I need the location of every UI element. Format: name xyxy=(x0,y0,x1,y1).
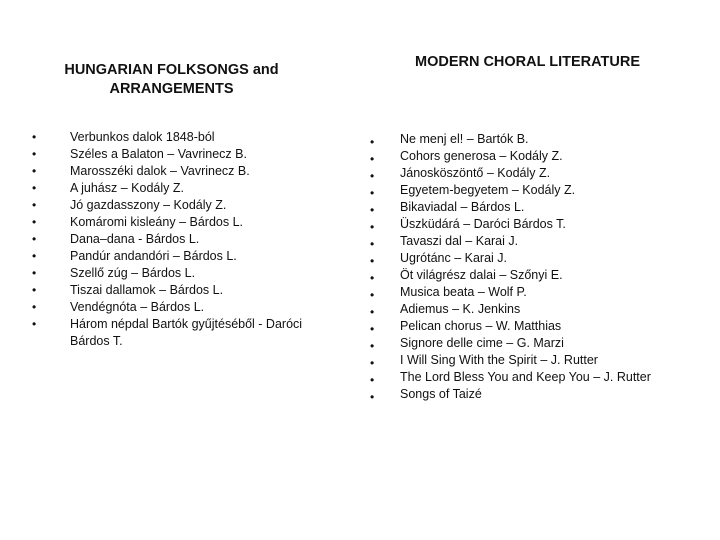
list-item xyxy=(30,129,310,146)
bullet-icon: • xyxy=(370,305,375,319)
bullet-icon: • xyxy=(32,317,37,331)
list-item-text: Musica beata – Wolf P. xyxy=(400,285,527,299)
left-list xyxy=(30,129,310,350)
bullet-icon: • xyxy=(32,300,37,314)
list-item-text: Szellő zúg – Bárdos L. xyxy=(70,266,196,280)
bullet-icon: • xyxy=(370,271,375,285)
list-item xyxy=(360,335,680,352)
list-item-text: Öt világrész dalai – Szőnyi E. xyxy=(400,268,563,282)
list-item xyxy=(360,165,680,182)
list-item-text: Tavaszi dal – Karai J. xyxy=(400,234,519,248)
list-item xyxy=(360,386,680,403)
bullet-icon: • xyxy=(370,288,375,302)
list-item-text: Verbunkos dalok 1848-ból xyxy=(70,130,215,144)
list-item-text: Cohors generosa – Kodály Z. xyxy=(400,149,563,163)
list-item xyxy=(360,182,680,199)
list-item-text: The Lord Bless You and Keep You – J. Rutter xyxy=(400,370,651,384)
right-heading: MODERN CHORAL LITERATURE xyxy=(414,54,640,70)
list-item-text: I Will Sing With the Spirit – J. Rutter xyxy=(400,353,598,367)
list-item xyxy=(360,369,680,386)
list-item xyxy=(360,352,680,369)
list-item-text: Ne menj el! – Bartók B. xyxy=(400,132,529,146)
list-item-text: Széles a Balaton – Vavrinecz B. xyxy=(70,147,247,161)
list-item xyxy=(30,197,310,214)
list-item-text: Signore delle cime – G. Marzi xyxy=(400,336,564,350)
list-item-text: Három népdal Bartók gyűjtéséből - Daróci Bárdos T. xyxy=(70,317,303,348)
bullet-icon: • xyxy=(32,215,37,229)
list-item-text: Üszküdárá – Daróci Bárdos T. xyxy=(400,217,566,231)
list-item-text: Pandúr andandóri – Bárdos L. xyxy=(70,249,237,263)
list-item-text: Jánosköszöntő – Kodály Z. xyxy=(400,166,551,180)
bullet-icon: • xyxy=(32,164,37,178)
list-item-text: Ugrótánc – Karai J. xyxy=(400,251,507,265)
bullet-icon: • xyxy=(370,390,375,404)
bullet-icon: • xyxy=(32,130,37,144)
list-item-text: Komáromi kisleány – Bárdos L. xyxy=(70,215,243,229)
list-item-text: Pelican chorus – W. Matthias xyxy=(400,319,562,333)
list-item xyxy=(30,231,310,248)
list-item xyxy=(30,214,310,231)
list-item xyxy=(360,301,680,318)
list-item-text: Bikaviadal – Bárdos L. xyxy=(400,200,525,214)
bullet-icon: • xyxy=(32,249,37,263)
list-item xyxy=(30,282,310,299)
list-item xyxy=(30,146,310,163)
bullet-icon: • xyxy=(370,220,375,234)
list-item-text: Egyetem-begyetem – Kodály Z. xyxy=(400,183,576,197)
bullet-icon: • xyxy=(370,152,375,166)
list-item xyxy=(360,131,680,148)
list-item xyxy=(360,318,680,335)
bullet-icon: • xyxy=(370,169,375,183)
list-item-text: Tiszai dallamok – Bárdos L. xyxy=(70,283,224,297)
list-item xyxy=(360,216,680,233)
bullet-icon: • xyxy=(370,135,375,149)
bullet-icon: • xyxy=(32,181,37,195)
left-heading: HUNGARIAN FOLKSONGS and ARRANGEMENTS xyxy=(64,62,279,97)
list-item xyxy=(30,163,310,180)
bullet-icon: • xyxy=(370,203,375,217)
list-item-text: Songs of Taizé xyxy=(400,387,482,401)
list-item xyxy=(30,248,310,265)
bullet-icon: • xyxy=(32,232,37,246)
bullet-icon: • xyxy=(32,283,37,297)
list-item xyxy=(30,180,310,197)
bullet-icon: • xyxy=(370,339,375,353)
bullet-icon: • xyxy=(370,373,375,387)
bullet-icon: • xyxy=(370,322,375,336)
list-item-text: Marosszéki dalok – Vavrinecz B. xyxy=(70,164,250,178)
list-item xyxy=(360,250,680,267)
list-item-text: Jó gazdasszony – Kodály Z. xyxy=(70,198,227,212)
list-item xyxy=(360,284,680,301)
list-item-text: Vendégnóta – Bárdos L. xyxy=(70,300,205,314)
list-item xyxy=(30,299,310,316)
bullet-icon: • xyxy=(32,198,37,212)
bullet-icon: • xyxy=(370,356,375,370)
bullet-icon: • xyxy=(32,147,37,161)
list-item xyxy=(30,265,310,282)
list-item xyxy=(360,233,680,250)
bullet-icon: • xyxy=(370,254,375,268)
list-item-text: Adiemus – K. Jenkins xyxy=(400,302,521,316)
list-item xyxy=(360,267,680,284)
bullet-icon: • xyxy=(370,237,375,251)
list-item xyxy=(360,199,680,216)
bullet-icon: • xyxy=(32,266,37,280)
list-item-text: Dana–dana - Bárdos L. xyxy=(70,232,200,246)
right-list xyxy=(360,131,680,403)
list-item xyxy=(30,316,310,350)
list-item xyxy=(360,148,680,165)
bullet-icon: • xyxy=(370,186,375,200)
list-item-text: A juhász – Kodály Z. xyxy=(70,181,184,195)
